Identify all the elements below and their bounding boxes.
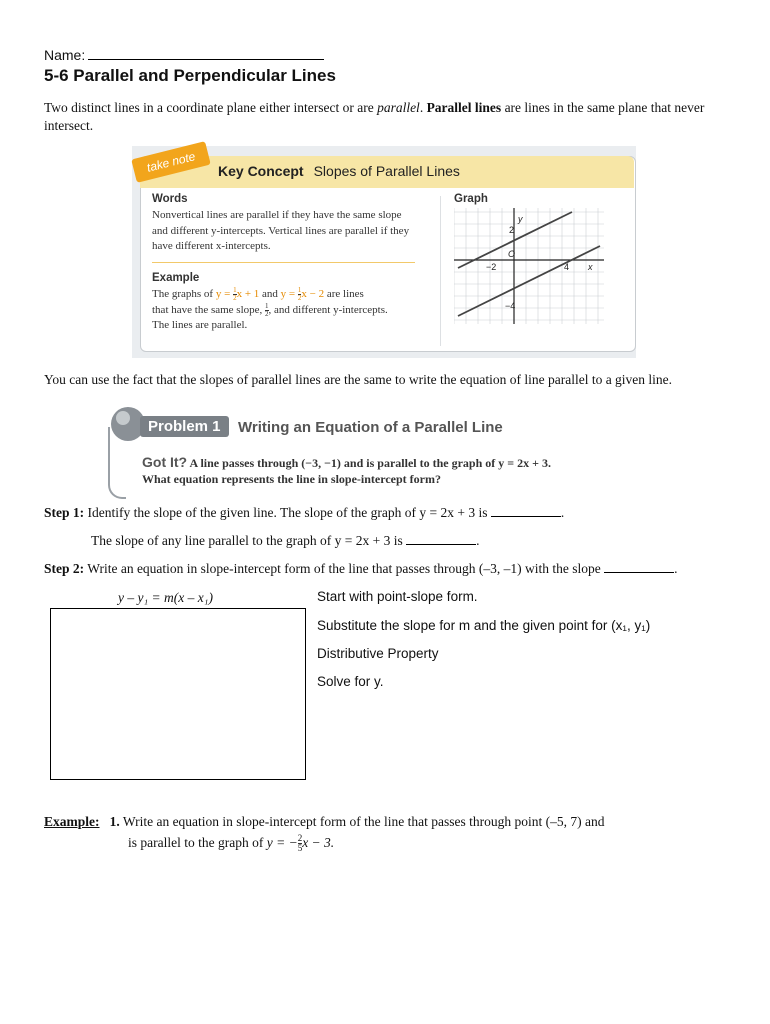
frac-den: 5 xyxy=(297,843,303,854)
frac-num: 1 xyxy=(265,301,269,310)
tick-y-2: 2 xyxy=(509,225,515,235)
x-axis-label: x xyxy=(588,262,593,272)
got-it-label: Got It? xyxy=(142,454,188,470)
step-1-blank[interactable] xyxy=(491,504,561,517)
words-divider xyxy=(152,262,415,263)
got-it-line-2: What equation represents the line in slope-intercept form? xyxy=(142,472,441,486)
example-and: and xyxy=(259,288,281,301)
example-line-2-a: that have the same slope, xyxy=(152,303,266,316)
key-concept-title xyxy=(218,163,460,179)
example-label: Example xyxy=(152,272,200,284)
step-1b-blank[interactable] xyxy=(406,532,476,545)
parallel-slopes-paragraph: You can use the fact that the slopes of parallel lines are the same to write the equation of line parallel to a given line. xyxy=(44,372,673,387)
name-blank-line[interactable] xyxy=(88,47,324,60)
problem-title: Writing an Equation of a Parallel Line xyxy=(238,419,503,436)
tick-x-4: 4 xyxy=(564,262,570,272)
example-line-2 xyxy=(152,303,432,319)
note-point-slope: Start with point-slope form. xyxy=(317,589,478,604)
example-line-1 xyxy=(152,287,432,303)
frac-den: 2 xyxy=(297,294,302,302)
graph-label: Graph xyxy=(454,193,488,205)
note-distributive: Distributive Property xyxy=(317,646,439,661)
y-axis-label: y xyxy=(518,214,523,224)
step-2-text: Write an equation in slope-intercept form of the line that passes through (–3, –1) with the slope xyxy=(84,561,605,576)
example-1-line-1: Write an equation in slope-intercept form of the line that passes through point (–5, 7) and xyxy=(119,814,605,829)
note-solve: Solve for y. xyxy=(317,674,384,689)
step-2-blank[interactable] xyxy=(604,560,674,573)
note-substitute: Substitute the slope for m and the given point for (x₁, y₁) xyxy=(317,618,651,633)
frac-num: 1 xyxy=(233,286,237,294)
example-text xyxy=(152,287,432,334)
intro-bold: Parallel lines xyxy=(426,100,502,115)
column-divider xyxy=(440,196,441,346)
intro-text-1: Two distinct lines in a coordinate plane either intersect or are xyxy=(44,100,378,115)
problem-badge: Problem 1 xyxy=(140,416,229,437)
example-label-main: Example: xyxy=(44,814,100,829)
parallel-lines-graph xyxy=(454,208,604,324)
example-1-line-2-text: is parallel to the graph of xyxy=(128,835,267,850)
step-1b-text: The slope of any line parallel to the graph of y = 2x + 3 is xyxy=(91,533,407,548)
intro-text-3: are lines in the same plane that never intersect. xyxy=(44,100,705,133)
equation-2-lhs: y = xyxy=(280,288,298,301)
equation-1 xyxy=(216,288,259,300)
frac-den: 2 xyxy=(265,309,269,318)
example-number: 1. xyxy=(109,814,120,829)
point-slope-formula: y – y₁ = m(x – x₁) xyxy=(118,590,213,605)
step-1-label: Step 1: xyxy=(44,505,85,520)
key-concept-title-rest: Slopes of Parallel Lines xyxy=(313,163,460,179)
equation-2 xyxy=(281,288,324,300)
intro-text-2: . xyxy=(419,100,427,115)
example-equation-lhs: y = − xyxy=(266,835,298,850)
step-1: Step 1: Identify the slope of the given line. The slope of the graph of y = 2x + 3 is . xyxy=(44,505,565,520)
page-title: 5-6 Parallel and Perpendicular Lines xyxy=(44,66,336,85)
tick-x-neg2: −2 xyxy=(486,262,497,272)
example-equation-rhs: x − 3. xyxy=(302,835,335,850)
equation-2-rhs: x − 2 xyxy=(301,288,325,301)
work-answer-box[interactable] xyxy=(50,608,306,780)
parallel-line-2 xyxy=(458,246,600,316)
example-line-2-b: , and different y-intercepts. xyxy=(268,303,388,316)
example-line-1-text: The graphs of xyxy=(152,288,216,301)
example-1-line-2 xyxy=(128,834,334,853)
step-1-text: Identify the slope of the given line. The slope of the graph of y = 2x + 3 is xyxy=(84,505,491,520)
equation-1-rhs: x + 1 xyxy=(236,288,260,301)
frac-num: 1 xyxy=(297,286,302,294)
example-1 xyxy=(44,813,604,831)
step-1b: The slope of any line parallel to the graph of y = 2x + 3 is . xyxy=(91,533,480,548)
example-line-1-end: are lines xyxy=(324,288,364,301)
words-label: Words xyxy=(152,193,188,205)
got-it-prompt xyxy=(142,454,642,471)
tick-y-neg4: −4 xyxy=(505,301,516,311)
equation-1-lhs: y = xyxy=(215,288,234,301)
words-text: Nonvertical lines are parallel if they have the same slope and different y-intercepts. Vertical lines are parallel if they have different x-intercepts. xyxy=(152,209,410,252)
name-field[interactable] xyxy=(44,47,324,63)
problem-header xyxy=(108,404,628,500)
step-2: Step 2: Write an equation in slope-intercept form of the line that passes through (–3, –1) with the slope . xyxy=(44,561,678,576)
origin-label: O xyxy=(508,249,516,259)
step-2-label: Step 2: xyxy=(44,561,85,576)
take-note-tag: take note xyxy=(131,141,211,183)
got-it-line-1: A line passes through (−3, −1) and is parallel to the graph of y = 2x + 3. xyxy=(189,456,551,470)
frac-den: 2 xyxy=(233,294,237,302)
name-label: Name: xyxy=(44,47,86,63)
example-line-3: The lines are parallel. xyxy=(152,319,248,332)
intro-paragraph xyxy=(44,99,734,135)
frac-num: 2 xyxy=(297,833,303,844)
intro-italic: parallel xyxy=(377,100,420,115)
problem-bracket xyxy=(108,427,126,499)
key-concept-title-bold: Key Concept xyxy=(218,163,304,179)
